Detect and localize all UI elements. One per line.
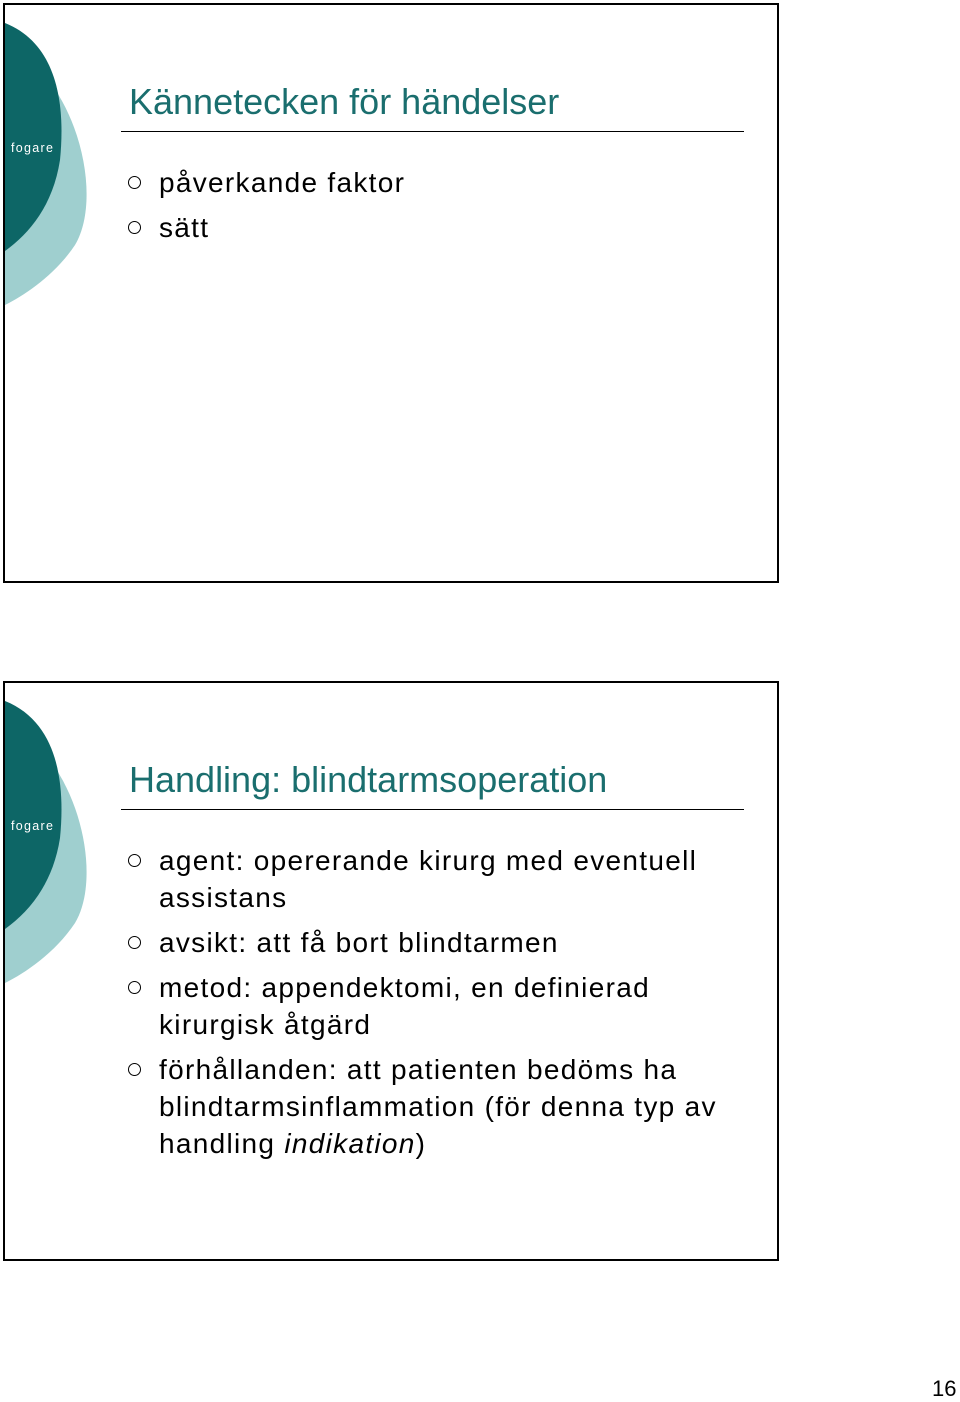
title-divider bbox=[121, 809, 744, 810]
bullet-list bbox=[127, 842, 727, 1162]
bullet-italic-text: indikation bbox=[284, 1128, 416, 1159]
slide-1 bbox=[3, 3, 779, 583]
logo: fogare bbox=[11, 141, 55, 155]
slide-2-corner-decoration bbox=[5, 683, 95, 993]
bullet-item: påverkande faktor bbox=[127, 164, 747, 201]
slide-1-corner-decoration bbox=[5, 5, 95, 315]
slide-title: Handling: blindtarmsoperation bbox=[129, 759, 608, 800]
bullet-list bbox=[127, 164, 747, 246]
bullet-closing-text: ) bbox=[415, 1128, 427, 1159]
title-divider bbox=[121, 131, 744, 132]
page-number: 16 bbox=[932, 1376, 957, 1401]
bullet-item bbox=[127, 1051, 727, 1162]
slide-title: Kännetecken för händelser bbox=[129, 81, 560, 122]
bullet-item: avsikt: att få bort blindtarmen bbox=[127, 924, 727, 961]
bullet-item: agent: opererande kirurg med eventuell assistans bbox=[127, 842, 727, 916]
bullet-item: sätt bbox=[127, 209, 747, 246]
bullet-item: metod: appendektomi, en definierad kirurgisk åtgärd bbox=[127, 969, 727, 1043]
slide-2 bbox=[3, 681, 779, 1261]
logo: fogare bbox=[11, 819, 55, 833]
bullet-text: förhållanden: att patienten bedöms ha blindtarmsinflammation (för denna typ av handling bbox=[159, 1054, 717, 1159]
